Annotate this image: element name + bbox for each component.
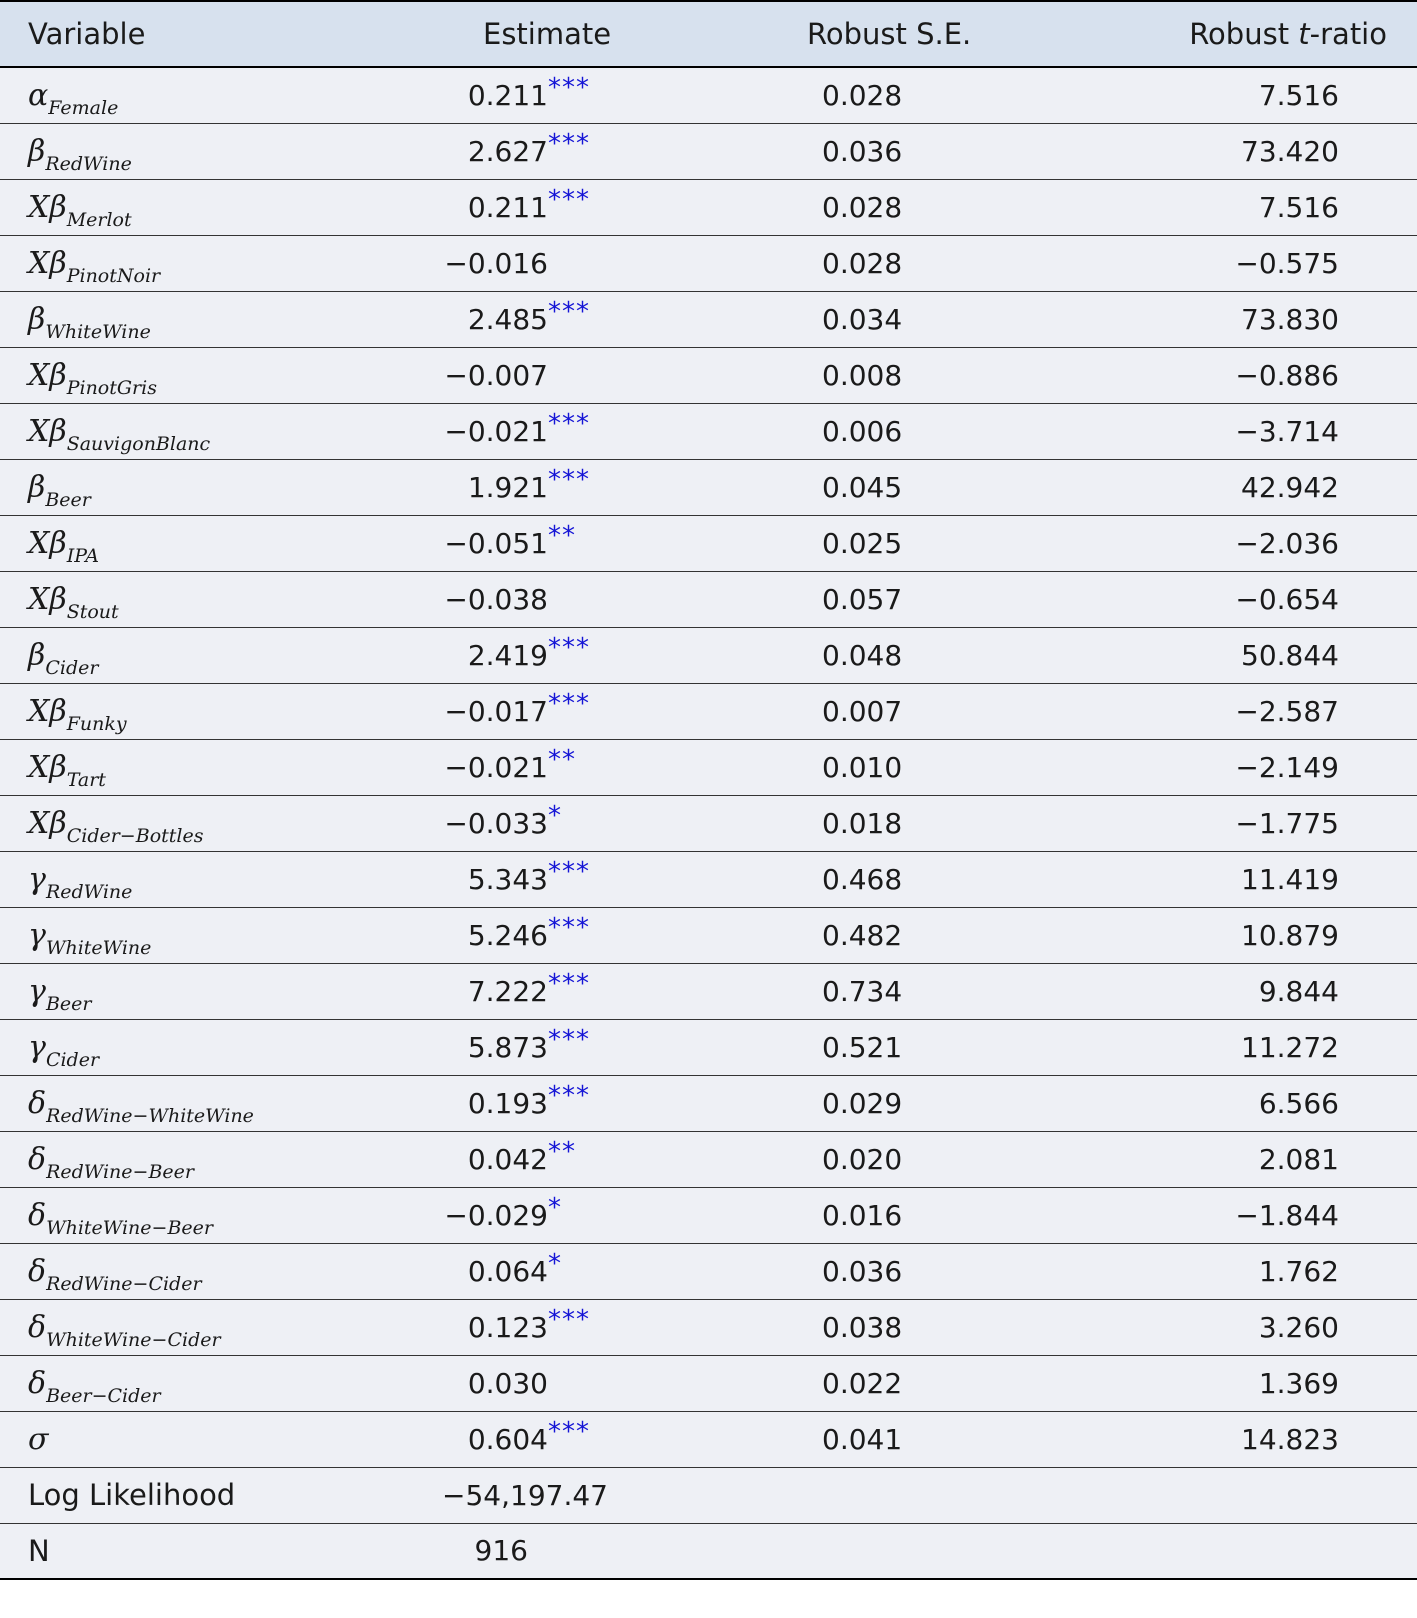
- variable-symbol: β: [28, 301, 46, 337]
- variable-subscript: WhiteWine−Beer: [46, 1216, 213, 1239]
- estimate-value: 0.211: [467, 190, 548, 224]
- variable-symbol: δ: [28, 1253, 47, 1289]
- significance-stars: **: [548, 1136, 576, 1167]
- significance-stars: ***: [548, 128, 590, 159]
- variable-symbol: δ: [28, 1141, 47, 1177]
- table-row: [0, 627, 1417, 683]
- estimate-value: 5.343: [467, 862, 548, 896]
- robust-se-cell: 0.048: [710, 627, 1050, 683]
- table-row: [0, 403, 1417, 459]
- variable-cell: [0, 795, 410, 851]
- empty-cell: [710, 1523, 1050, 1579]
- robust-t-ratio-cell: −0.886: [1050, 347, 1417, 403]
- robust-se-cell: 0.036: [710, 123, 1050, 179]
- header-robust-se: Robust S.E.: [710, 1, 1050, 67]
- table-body: [0, 67, 1417, 1579]
- robust-se-cell: 0.521: [710, 1019, 1050, 1075]
- variable-symbol: Xβ: [28, 413, 67, 449]
- significance-stars: ***: [548, 856, 590, 887]
- table-row: [0, 459, 1417, 515]
- variable-cell: [0, 403, 410, 459]
- table-row: [0, 235, 1417, 291]
- robust-se-cell: 0.025: [710, 515, 1050, 571]
- header-row: [0, 1, 1417, 67]
- variable-cell: [0, 235, 410, 291]
- estimate-value: −0.051: [444, 526, 548, 560]
- estimate-cell: [410, 851, 710, 907]
- variable-cell: [0, 571, 410, 627]
- variable-cell: [0, 459, 410, 515]
- variable-symbol: δ: [28, 1365, 47, 1401]
- footer-value-cell: [410, 1467, 710, 1523]
- variable-cell: [0, 683, 410, 739]
- variable-subscript: IPA: [66, 544, 99, 567]
- variable-subscript: RedWine: [45, 152, 132, 175]
- variable-subscript: Female: [48, 96, 119, 119]
- robust-t-ratio-cell: 50.844: [1050, 627, 1417, 683]
- robust-t-ratio-cell: 10.879: [1050, 907, 1417, 963]
- variable-symbol: γ: [28, 917, 46, 953]
- variable-symbol: γ: [28, 1029, 46, 1065]
- empty-cell: [1050, 1467, 1417, 1523]
- significance-stars: *: [548, 800, 562, 831]
- significance-stars: **: [548, 520, 576, 551]
- significance-stars: *: [548, 1192, 562, 1223]
- variable-cell: [0, 1411, 410, 1467]
- robust-se-cell: 0.010: [710, 739, 1050, 795]
- robust-t-ratio-cell: 9.844: [1050, 963, 1417, 1019]
- variable-cell: [0, 1355, 410, 1411]
- table-header: [0, 1, 1417, 67]
- estimate-cell: [410, 1131, 710, 1187]
- table-row: [0, 1411, 1417, 1467]
- estimate-cell: [410, 67, 710, 123]
- variable-cell: [0, 1299, 410, 1355]
- header-variable: Variable: [0, 1, 410, 67]
- header-t-italic: t: [1298, 17, 1310, 51]
- significance-stars: ***: [548, 464, 590, 495]
- robust-se-cell: 0.016: [710, 1187, 1050, 1243]
- robust-se-cell: 0.482: [710, 907, 1050, 963]
- table-row: [0, 291, 1417, 347]
- robust-t-ratio-cell: −3.714: [1050, 403, 1417, 459]
- estimate-cell: [410, 795, 710, 851]
- variable-symbol: σ: [28, 1421, 49, 1457]
- variable-cell: [0, 1131, 410, 1187]
- variable-symbol: δ: [28, 1085, 47, 1121]
- estimate-value: −0.029: [444, 1198, 548, 1232]
- significance-stars: ***: [548, 1024, 590, 1055]
- variable-cell: [0, 739, 410, 795]
- robust-se-cell: 0.022: [710, 1355, 1050, 1411]
- estimate-cell: [410, 1243, 710, 1299]
- estimate-value: 0.042: [467, 1142, 548, 1176]
- table-row: [0, 179, 1417, 235]
- robust-se-cell: 0.008: [710, 347, 1050, 403]
- significance-stars: *: [548, 1248, 562, 1279]
- variable-symbol: δ: [28, 1197, 47, 1233]
- footer-label: Log Likelihood: [0, 1467, 410, 1523]
- footer-value: 916: [474, 1534, 528, 1568]
- robust-t-ratio-cell: −2.587: [1050, 683, 1417, 739]
- variable-subscript: Cider: [45, 656, 99, 679]
- table-row: [0, 1299, 1417, 1355]
- empty-cell: [710, 1467, 1050, 1523]
- variable-cell: [0, 291, 410, 347]
- estimate-value: 1.921: [467, 470, 548, 504]
- variable-subscript: PinotGris: [66, 376, 157, 399]
- variable-cell: [0, 907, 410, 963]
- table-row: [0, 963, 1417, 1019]
- variable-symbol: γ: [28, 861, 46, 897]
- variable-cell: [0, 347, 410, 403]
- estimate-value: 2.485: [467, 302, 548, 336]
- robust-se-cell: 0.006: [710, 403, 1050, 459]
- variable-cell: [0, 627, 410, 683]
- variable-cell: [0, 1019, 410, 1075]
- estimate-cell: [410, 403, 710, 459]
- estimate-cell: [410, 347, 710, 403]
- robust-t-ratio-cell: −0.654: [1050, 571, 1417, 627]
- estimate-value: −0.033: [444, 806, 548, 840]
- variable-subscript: Beer−Cider: [46, 1384, 161, 1407]
- variable-cell: [0, 1243, 410, 1299]
- estimate-value: 5.246: [467, 918, 548, 952]
- estimate-value: 0.193: [467, 1086, 548, 1120]
- robust-se-cell: 0.468: [710, 851, 1050, 907]
- robust-se-cell: 0.036: [710, 1243, 1050, 1299]
- robust-se-cell: 0.038: [710, 1299, 1050, 1355]
- variable-symbol: Xβ: [28, 357, 67, 393]
- variable-subscript: Beer: [45, 992, 92, 1015]
- robust-se-cell: 0.045: [710, 459, 1050, 515]
- estimate-value: 0.064: [467, 1254, 548, 1288]
- estimate-value: −0.021: [444, 414, 548, 448]
- estimate-cell: [410, 627, 710, 683]
- header-t-suffix: -ratio: [1309, 17, 1387, 51]
- variable-subscript: WhiteWine: [45, 936, 152, 959]
- variable-cell: [0, 1187, 410, 1243]
- estimate-value: −0.016: [444, 246, 548, 280]
- estimate-value: 5.873: [467, 1030, 548, 1064]
- header-robust-t-ratio: [1050, 1, 1417, 67]
- significance-stars: ***: [548, 632, 590, 663]
- estimate-value: 0.211: [467, 78, 548, 112]
- estimate-value: 7.222: [467, 974, 548, 1008]
- empty-cell: [1050, 1523, 1417, 1579]
- estimate-cell: [410, 1075, 710, 1131]
- variable-subscript: RedWine: [45, 880, 133, 903]
- table-row: [0, 1187, 1417, 1243]
- estimate-cell: [410, 123, 710, 179]
- robust-se-cell: 0.028: [710, 67, 1050, 123]
- robust-se-cell: 0.028: [710, 235, 1050, 291]
- variable-cell: [0, 851, 410, 907]
- variable-symbol: Xβ: [28, 189, 67, 225]
- estimate-cell: [410, 739, 710, 795]
- variable-subscript: Beer: [45, 488, 91, 511]
- significance-stars: **: [548, 744, 576, 775]
- variable-symbol: α: [28, 77, 49, 113]
- table-row: [0, 1243, 1417, 1299]
- robust-t-ratio-cell: 3.260: [1050, 1299, 1417, 1355]
- robust-se-cell: 0.034: [710, 291, 1050, 347]
- robust-t-ratio-cell: −1.775: [1050, 795, 1417, 851]
- table-row: [0, 739, 1417, 795]
- estimate-cell: [410, 459, 710, 515]
- estimate-value: 2.419: [467, 638, 548, 672]
- variable-subscript: RedWine−Cider: [46, 1272, 202, 1295]
- table-row: [0, 683, 1417, 739]
- variable-subscript: Funky: [66, 712, 127, 735]
- table-row: [0, 1075, 1417, 1131]
- significance-stars: ***: [548, 1080, 590, 1111]
- robust-se-cell: 0.734: [710, 963, 1050, 1019]
- estimate-cell: [410, 291, 710, 347]
- significance-stars: ***: [548, 296, 590, 327]
- robust-t-ratio-cell: 11.272: [1050, 1019, 1417, 1075]
- table-row: [0, 1131, 1417, 1187]
- robust-t-ratio-cell: −2.149: [1050, 739, 1417, 795]
- table-row: [0, 347, 1417, 403]
- footer-label: N: [0, 1523, 410, 1579]
- robust-t-ratio-cell: 1.762: [1050, 1243, 1417, 1299]
- header-estimate: Estimate: [410, 1, 710, 67]
- significance-stars: ***: [548, 1304, 590, 1335]
- estimate-cell: [410, 1187, 710, 1243]
- estimate-cell: [410, 179, 710, 235]
- estimate-cell: [410, 1299, 710, 1355]
- variable-cell: [0, 963, 410, 1019]
- variable-symbol: Xβ: [28, 805, 67, 841]
- variable-subscript: RedWine−WhiteWine: [46, 1104, 254, 1127]
- table-row: [0, 1019, 1417, 1075]
- table-row: [0, 571, 1417, 627]
- significance-stars: ***: [548, 912, 590, 943]
- variable-symbol: Xβ: [28, 525, 67, 561]
- significance-stars: ***: [548, 688, 590, 719]
- robust-se-cell: 0.057: [710, 571, 1050, 627]
- variable-subscript: Tart: [66, 768, 106, 791]
- variable-cell: [0, 515, 410, 571]
- estimate-value: −0.017: [444, 694, 548, 728]
- significance-stars: ***: [548, 1416, 590, 1447]
- robust-t-ratio-cell: 73.420: [1050, 123, 1417, 179]
- header-t-prefix: Robust: [1189, 17, 1299, 51]
- variable-subscript: WhiteWine−Cider: [46, 1328, 221, 1351]
- estimate-cell: [410, 1411, 710, 1467]
- table-row: [0, 851, 1417, 907]
- robust-se-cell: 0.041: [710, 1411, 1050, 1467]
- robust-t-ratio-cell: −2.036: [1050, 515, 1417, 571]
- variable-symbol: Xβ: [28, 693, 67, 729]
- robust-t-ratio-cell: 7.516: [1050, 67, 1417, 123]
- variable-symbol: δ: [28, 1309, 47, 1345]
- robust-se-cell: 0.007: [710, 683, 1050, 739]
- estimate-cell: [410, 1019, 710, 1075]
- estimate-cell: [410, 235, 710, 291]
- significance-stars: ***: [548, 72, 590, 103]
- variable-subscript: RedWine−Beer: [46, 1160, 194, 1183]
- robust-t-ratio-cell: 14.823: [1050, 1411, 1417, 1467]
- robust-t-ratio-cell: 42.942: [1050, 459, 1417, 515]
- estimate-cell: [410, 963, 710, 1019]
- variable-cell: [0, 67, 410, 123]
- estimate-value: 2.627: [467, 134, 548, 168]
- table-row: [0, 515, 1417, 571]
- variable-symbol: Xβ: [28, 581, 67, 617]
- variable-symbol: β: [28, 637, 46, 673]
- variable-cell: [0, 123, 410, 179]
- variable-symbol: γ: [28, 973, 46, 1009]
- robust-t-ratio-cell: −0.575: [1050, 235, 1417, 291]
- variable-cell: [0, 1075, 410, 1131]
- variable-subscript: SauvigonBlanc: [66, 432, 211, 455]
- estimate-cell: [410, 683, 710, 739]
- variable-cell: [0, 179, 410, 235]
- robust-t-ratio-cell: 73.830: [1050, 291, 1417, 347]
- estimate-value: −0.021: [444, 750, 548, 784]
- estimate-value: 0.604: [467, 1422, 548, 1456]
- robust-t-ratio-cell: 11.419: [1050, 851, 1417, 907]
- variable-symbol: β: [28, 133, 46, 169]
- robust-t-ratio-cell: 7.516: [1050, 179, 1417, 235]
- robust-se-cell: 0.020: [710, 1131, 1050, 1187]
- variable-subscript: PinotNoir: [66, 264, 161, 287]
- robust-t-ratio-cell: 1.369: [1050, 1355, 1417, 1411]
- robust-t-ratio-cell: 6.566: [1050, 1075, 1417, 1131]
- variable-subscript: WhiteWine: [45, 320, 151, 343]
- variable-symbol: β: [28, 469, 46, 505]
- table-row: [0, 907, 1417, 963]
- robust-t-ratio-cell: −1.844: [1050, 1187, 1417, 1243]
- estimate-cell: [410, 515, 710, 571]
- robust-t-ratio-cell: 2.081: [1050, 1131, 1417, 1187]
- significance-stars: ***: [548, 184, 590, 215]
- variable-subscript: Stout: [66, 600, 119, 623]
- table-row: [0, 795, 1417, 851]
- significance-stars: ***: [548, 408, 590, 439]
- estimate-value: −0.007: [444, 358, 548, 392]
- footer-value-cell: [410, 1523, 710, 1579]
- estimate-value: 0.123: [467, 1310, 548, 1344]
- table-row: [0, 1355, 1417, 1411]
- estimate-cell: [410, 571, 710, 627]
- significance-stars: ***: [548, 968, 590, 999]
- variable-subscript: Cider−Bottles: [66, 824, 204, 847]
- robust-se-cell: 0.029: [710, 1075, 1050, 1131]
- estimate-value: 0.030: [467, 1366, 548, 1400]
- estimate-value: −0.038: [444, 582, 548, 616]
- variable-symbol: Xβ: [28, 749, 67, 785]
- table-row: [0, 123, 1417, 179]
- variable-subscript: Cider: [45, 1048, 100, 1071]
- footer-row: [0, 1467, 1417, 1523]
- variable-subscript: Merlot: [66, 208, 132, 231]
- table-row: [0, 67, 1417, 123]
- estimate-cell: [410, 1355, 710, 1411]
- estimate-cell: [410, 907, 710, 963]
- variable-symbol: Xβ: [28, 245, 67, 281]
- robust-se-cell: 0.018: [710, 795, 1050, 851]
- footer-row: [0, 1523, 1417, 1579]
- footer-value: −54,197.47: [442, 1478, 608, 1512]
- robust-se-cell: 0.028: [710, 179, 1050, 235]
